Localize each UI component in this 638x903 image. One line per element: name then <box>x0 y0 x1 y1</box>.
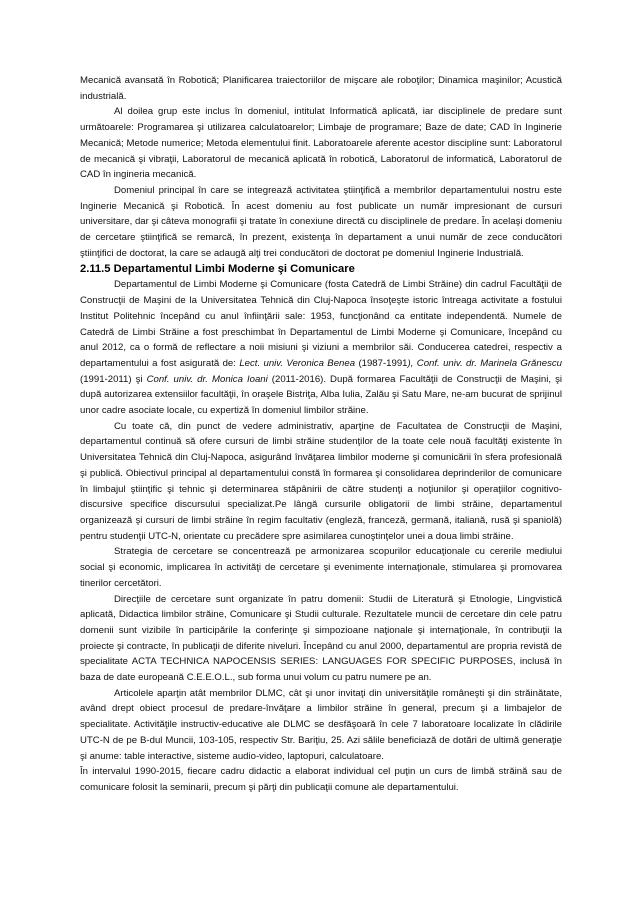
history-text-a: Departamentul de Limbi Moderne şi Comunicare (fosta Catedră de Limbi Străine) din cadrul Facultăţii de Construcţii de Maşini de la Universitatea Tehnică din Cluj-Napoca însoţeşte istoric întreaga activitate a fostului Institut Politehnic începând cu anul înfiinţării sale: 1953, funcţionând ca entitate independentă. Numele de Catedră de Limbi Străine a fost preschimbat în Departamentul de Limbi Moderne şi Comunicare, începând cu anul 2012, ca o formă de reflectare a noii misiuni şi viziuni a membrilor săi. Conducerea catedrei, respectiv a departamentului a fost asigurată de: <box>80 279 562 369</box>
paragraph-applied-informatics: Al doilea grup este inclus în domeniul, intitulat Informatică aplicată, iar disciplinele de predare sunt următoarele: Programarea şi utilizarea calculatoarelor; Limbaje de programare; Baze de date; CAD în Inginerie Mecanică; Metode numerice; Metoda elementului finit. Laboratoarele aferente acestor discipline sunt: Laboratorul de mecanică şi vibraţii, Laboratorul de mecanică aplicată în robotică, Laboratorul de informatică, Laboratorul de CAD în ingineria mecanică. <box>80 106 562 181</box>
section-heading: 2.11.5 Departamentul Limbi Moderne şi Comunicare <box>80 263 355 276</box>
paragraph-robotics-topics: Mecanică avansată în Robotică; Planificarea traiectoriilor de mişcare ale roboţilor; Dinamica maşinilor; Acustică industrială. <box>80 75 562 102</box>
document-page <box>80 73 562 796</box>
leader-name-1: Lect. univ. Veronica Benea <box>239 357 356 369</box>
leader-name-2: ), Conf. univ. dr. Marinela Grănescu <box>407 357 562 369</box>
paragraph-courses: Cu toate că, din punct de vedere administrativ, aparţine de Facultatea de Construcţii de Maşini, departamentul continuă să ofere cursuri de limbi străine studenţilor de la toate cele nouă facultăţi existente în Universitatea Tehnică din Cluj-Napoca, asigurând învăţarea limbilor moderne şi comunicării în sfera profesională şi publică. Obiectivul principal al departamentului constă în formarea şi consolidarea deprinderilor de comunicare în limbajul ştiinţific şi tehnic şi determinarea stăpânirii de către studenţi a noţiunilor şi operaţiilor cognitivo-discursive specifice discursului specializat.Pe lângă cursurile obligatorii de limbi străine, departamentul organizează şi cursuri de limbi străine în regim facultativ (engleză, franceză, germană, italiană, rusă şi spaniolă) pentru studenţii UTC-N, orientate cu precădere spre asimilarea cunoştinţelor unei a doua limbi străine. <box>80 420 562 542</box>
paragraph-articles-labs: Articolele aparţin atât membrilor DLMC, cât şi unor invitaţi din universităţile româneşti şi din străinătate, având drept obiect procesul de predare-învăţare a limbilor străine în general, precum şi a limbajelor de specialitate. Activităţile instructiv-educative ale DLMC se desfăşoară în cele 7 laboratoare localizate în clădirile UTC-N de pe B-dul Muncii, 103-105, respectiv Str. Bariţiu, 25. Azi sălile beneficiază de dotări de ultimă generaţie şi anume: table interactive, sisteme audio-video, laptopuri, calculatoare. <box>80 687 562 762</box>
paragraph-department-history <box>80 277 562 418</box>
paragraph-research-domain: Domeniul principal în care se integrează activitatea ştiinţifică a membrilor departamentului nostru este Inginerie Mecanică şi Robotică. În acest domeniu au fost publicate un număr impresionant de cursuri universitare, dar şi câteva monografii şi tratate în conexiune directă cu disciplinele de predare. În acelaşi domeniu de cercetare ştiinţifică se remarcă, în prezent, existenţa în departament a unui număr de zece conducători ştiinţifici de doctorat, la care se adaugă alţi trei conducători de doctorat pe domeniul Inginerie Industrială. <box>80 184 562 259</box>
history-text-c: (1991-2011) şi <box>80 373 147 385</box>
history-text-b: (1987-1991 <box>355 357 408 369</box>
history-text-d: (2011-2016). După formarea Facultăţii de Construcţii de Maşini, şi după autorizarea extensiilor facultăţii, în oraşele Bistriţa, Alba Iulia, Zalău şi Satu Mare, ne-am bucurat de sprijinul unor cadre asociate locale, cu expertiză în domeniul limbilor străine. <box>80 373 562 417</box>
paragraph-research-strategy: Strategia de cercetare se concentrează pe armonizarea scopurilor educaţionale cu cererile mediului social şi economic, implicarea în activităţi de cercetare şi evenimente internaţionale, stimularea şi promovarea tinerilor cercetători. <box>80 546 562 589</box>
paragraph-research-directions: Direcţiile de cercetare sunt organizate în patru domenii: Studii de Literatură şi Etnologie, Lingvistică aplicată, Didactica limbilor străine, Comunicare şi Studii culturale. Rezultatele muncii de cercetare din cele patru domenii sunt vizibile în participările la conferinţe şi simpozioane naţionale şi internaţionale, în contribuţii la proiecte şi contracte, în publicaţii de diferite niveluri. Începând cu anul 2000, departamentul are propria revistă de specialitate ACTA TECHNICA NAPOCENSIS SERIES: LANGUAGES FOR SPECIFIC PURPOSES, inclusă în baza de date europeană C.E.E.O.L., sub forma unui volum cu patru numere pe an. <box>80 593 562 684</box>
leader-name-3: Conf. univ. dr. Monica Ioani <box>146 373 268 385</box>
paragraph-courses-1990-2015: În intervalul 1990-2015, fiecare cadru didactic a elaborat individual cel puţin un curs de limbă străină sau de comunicare folosit la seminarii, precum şi părţi din publicaţii comune ale departamentului. <box>80 766 562 793</box>
